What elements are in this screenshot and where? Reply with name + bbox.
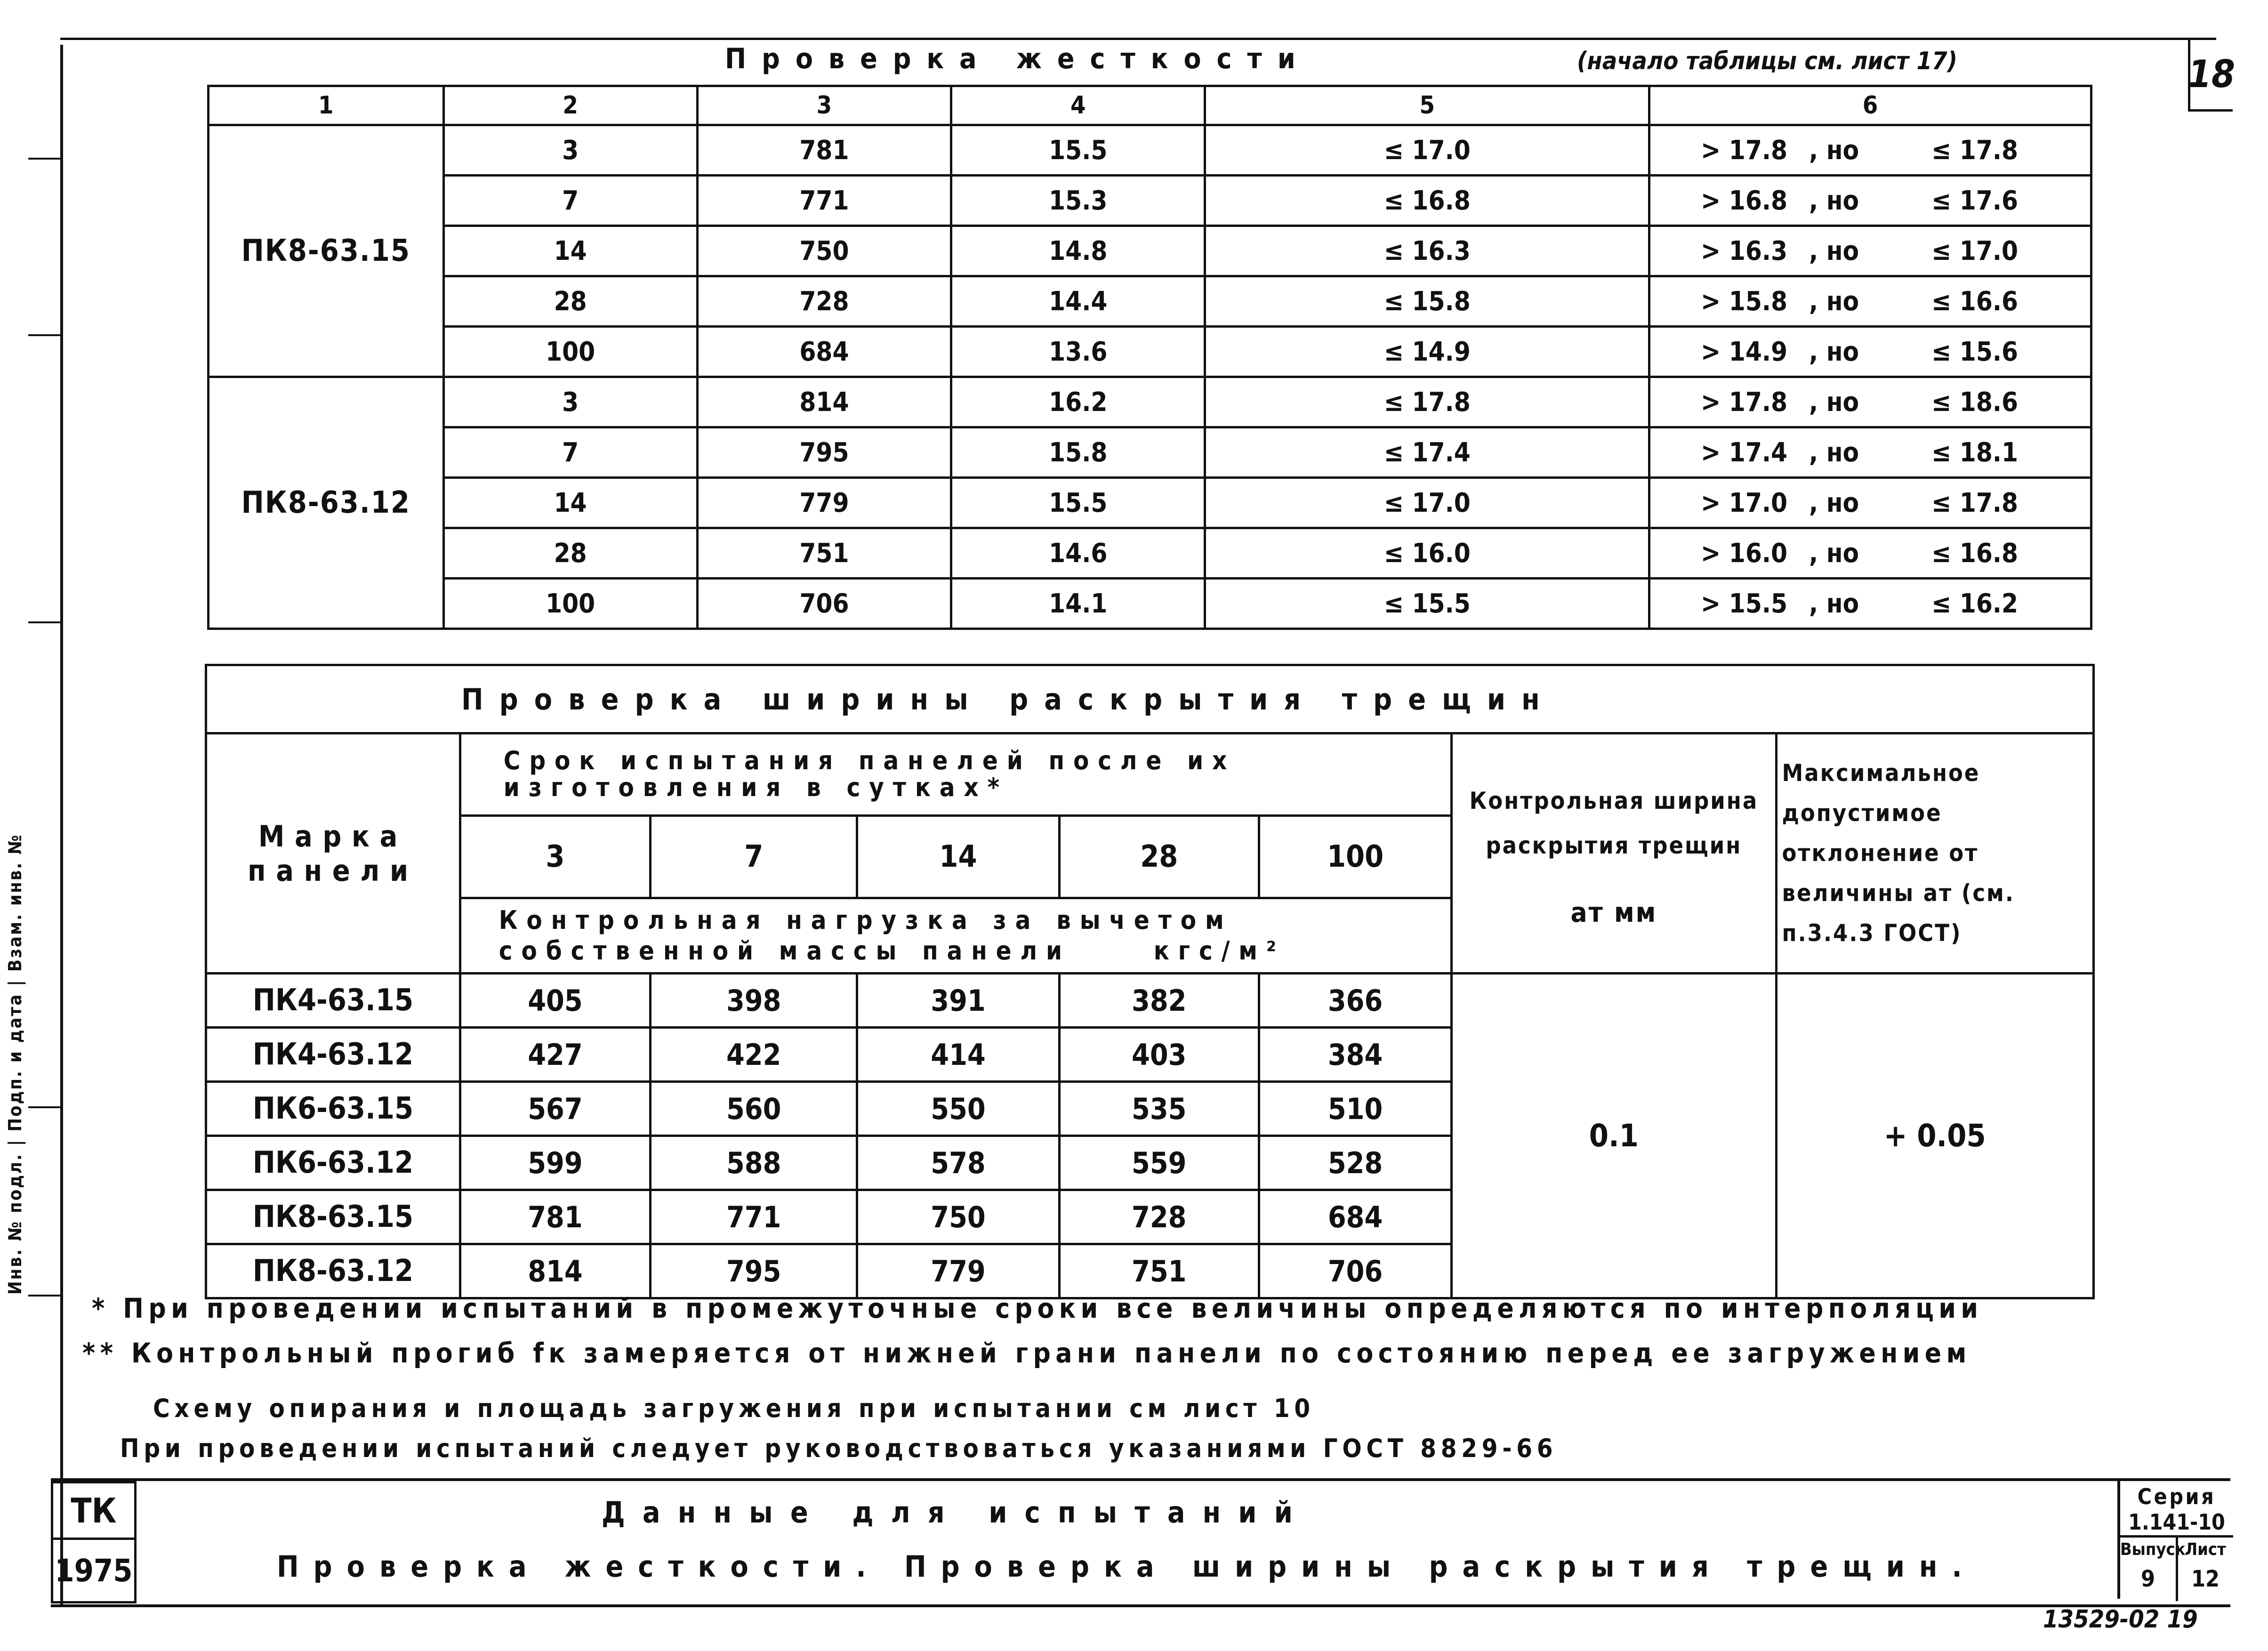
limit-cell: ≤ 17.8 [1205, 377, 1649, 427]
sheet-value: 12 [2191, 1566, 2220, 1592]
note-gost: При проведении испытаний следует руководствоваться указаниями ГОСТ 8829-66 [120, 1434, 1558, 1463]
stiffness-row [209, 125, 2091, 176]
frame-left-line [60, 45, 63, 1605]
column-number-row [209, 86, 2091, 125]
range-upper: ≤ 16.8 [1931, 538, 2019, 569]
load-value-cell: 535 [1059, 1082, 1259, 1136]
load-value-cell: 391 [857, 974, 1059, 1028]
load-cell: 795 [697, 427, 951, 478]
range-but: , но [1809, 538, 1859, 569]
stiffness-row [209, 377, 2091, 427]
limit-cell: ≤ 14.9 [1205, 327, 1649, 377]
range-lower: > 14.9 [1701, 336, 1788, 367]
range-lower: > 17.8 [1701, 387, 1788, 418]
limit-cell: ≤ 17.4 [1205, 427, 1649, 478]
deflection-cell: 14.8 [951, 226, 1205, 276]
limit-cell: ≤ 16.8 [1205, 176, 1649, 226]
stiffness-row [209, 528, 2091, 579]
day-header: 3 [460, 816, 650, 898]
load-value-cell: 398 [651, 974, 857, 1028]
panel-mark: ПК6-63.12 [206, 1136, 460, 1190]
margin-tick [28, 158, 61, 160]
archive-number: 13529-02 19 [2043, 1605, 2198, 1634]
load-cell: 779 [697, 478, 951, 528]
range-upper: ≤ 17.6 [1931, 185, 2019, 216]
load-cell: 814 [697, 377, 951, 427]
range-upper: ≤ 15.6 [1931, 336, 2019, 367]
days-cell: 7 [443, 176, 697, 226]
limit-cell: ≤ 15.8 [1205, 276, 1649, 327]
series-value: 1.141-10 [2128, 1509, 2225, 1535]
load-value-cell: 414 [857, 1028, 1059, 1082]
range-cell [1649, 579, 2091, 629]
days-cell: 28 [443, 276, 697, 327]
limit-cell: ≤ 16.0 [1205, 528, 1649, 579]
range-lower: > 16.8 [1701, 185, 1788, 216]
range-lower: > 17.8 [1701, 135, 1788, 166]
range-cell [1649, 377, 2091, 427]
limit-cell: ≤ 17.0 [1205, 125, 1649, 176]
load-cell: 750 [697, 226, 951, 276]
range-but: , но [1809, 487, 1859, 518]
load-value-cell: 567 [460, 1082, 650, 1136]
range-cell [1649, 226, 2091, 276]
stamp-org: ТК [51, 1481, 137, 1540]
load-value-cell: 751 [1059, 1244, 1259, 1298]
range-upper: ≤ 17.0 [1931, 235, 2019, 266]
load-value-cell: 550 [857, 1082, 1059, 1136]
deflection-cell: 15.5 [951, 478, 1205, 528]
control-width-label: Контрольная ширина раскрытия трещин [1469, 787, 1759, 859]
load-unit: кгс/м² [1153, 935, 1286, 966]
panel-mark: ПК8-63.12 [206, 1244, 460, 1298]
load-value-cell: 427 [460, 1028, 650, 1082]
load-cell: 781 [697, 125, 951, 176]
stiffness-row [209, 226, 2091, 276]
range-upper: ≤ 17.8 [1931, 487, 2019, 518]
day-header: 100 [1259, 816, 1451, 898]
stiffness-row [209, 276, 2091, 327]
limit-cell: ≤ 17.0 [1205, 478, 1649, 528]
note-scheme: Схему опирания и площадь загружения при испытании см лист 10 [153, 1393, 1315, 1423]
load-value-cell: 706 [1259, 1244, 1451, 1298]
stiffness-row [209, 427, 2091, 478]
column-number: 5 [1205, 86, 1649, 125]
note-interpolation: * При проведении испытаний в промежуточные сроки все величины определяются по интерполяции [92, 1292, 1983, 1324]
range-but: , но [1809, 135, 1859, 166]
panel-mark: ПК4-63.15 [206, 974, 460, 1028]
load-value-cell: 528 [1259, 1136, 1451, 1190]
deflection-cell: 13.6 [951, 327, 1205, 377]
stiffness-title: Проверка жесткости [725, 42, 1311, 75]
load-value-cell: 779 [857, 1244, 1059, 1298]
range-but: , но [1809, 235, 1859, 266]
sheet-label: Лист [2185, 1540, 2226, 1559]
panel-mark: ПК4-63.12 [206, 1028, 460, 1082]
load-value-cell: 728 [1059, 1190, 1259, 1244]
range-lower: > 16.0 [1701, 538, 1788, 569]
range-cell [1649, 125, 2091, 176]
deflection-cell: 15.5 [951, 125, 1205, 176]
crack-width-table [205, 664, 2095, 1299]
column-number: 4 [951, 86, 1205, 125]
control-width-unit: ат мм [1570, 896, 1657, 928]
margin-tick [28, 1295, 61, 1297]
note-deflection: ** Контрольный прогиб fк замеряется от нижней грани панели по состоянию перед ее загружением [82, 1337, 1971, 1369]
deflection-cell: 15.8 [951, 427, 1205, 478]
column-number: 3 [697, 86, 951, 125]
days-cell: 7 [443, 427, 697, 478]
range-but: , но [1809, 286, 1859, 317]
crack-row [206, 974, 2094, 1028]
load-value-cell: 560 [651, 1082, 857, 1136]
range-but: , но [1809, 588, 1859, 619]
load-value-cell: 795 [651, 1244, 857, 1298]
side-stamp-text: Инв. № подл. | Подп. и дата | Взам. инв. № [5, 833, 25, 1295]
load-value-cell: 771 [651, 1190, 857, 1244]
stiffness-row [209, 579, 2091, 629]
load-value-cell: 405 [460, 974, 650, 1028]
deflection-cell: 14.1 [951, 579, 1205, 629]
load-cell: 706 [697, 579, 951, 629]
load-cell: 771 [697, 176, 951, 226]
load-value-cell: 366 [1259, 974, 1451, 1028]
days-cell: 14 [443, 478, 697, 528]
range-lower: > 17.4 [1701, 437, 1788, 468]
range-upper: ≤ 16.2 [1931, 588, 2019, 619]
load-value-cell: 403 [1059, 1028, 1259, 1082]
column-number: 6 [1649, 86, 2091, 125]
column-mark-header: Марка панели [206, 733, 460, 974]
load-value-cell: 814 [460, 1244, 650, 1298]
issue-value: 9 [2140, 1566, 2155, 1592]
panel-mark: ПК8-63.15 [206, 1190, 460, 1244]
issue-label: Выпуск [2120, 1540, 2186, 1559]
stiffness-row [209, 176, 2091, 226]
load-value-cell: 781 [460, 1190, 650, 1244]
panel-mark: ПК8-63.15 [209, 125, 444, 377]
frame-top-line [60, 38, 2216, 40]
range-cell [1649, 478, 2091, 528]
range-upper: ≤ 18.1 [1931, 437, 2019, 468]
deflection-cell: 14.4 [951, 276, 1205, 327]
stamp-title-line2: Проверка жесткости. Проверка ширины раскрытия трещин. [277, 1549, 1977, 1584]
load-value-cell: 384 [1259, 1028, 1451, 1082]
stiffness-table [207, 85, 2092, 630]
range-upper: ≤ 17.8 [1931, 135, 2019, 166]
days-cell: 100 [443, 327, 697, 377]
range-upper: ≤ 18.6 [1931, 387, 2019, 418]
stiffness-row [209, 478, 2091, 528]
range-but: , но [1809, 437, 1859, 468]
panel-mark: ПК6-63.15 [206, 1082, 460, 1136]
stiffness-row [209, 327, 2091, 377]
load-cell: 751 [697, 528, 951, 579]
max-deviation-value: + 0.05 [1776, 974, 2094, 1298]
day-header: 7 [651, 816, 857, 898]
range-lower: > 15.8 [1701, 286, 1788, 317]
column-max-deviation-header: Максимальное допустимое отклонение от величины ат (см. п.3.4.3 ГОСТ) [1776, 733, 2094, 974]
load-value-cell: 382 [1059, 974, 1259, 1028]
range-upper: ≤ 16.6 [1931, 286, 2019, 317]
range-lower: > 15.5 [1701, 588, 1788, 619]
sheet-number: 18 [2188, 39, 2233, 112]
load-label: Контрольная нагрузка за вычетом собственной массы панели [499, 905, 1233, 966]
column-term-header: Срок испытания панелей после их изготовления в сутках* [460, 733, 1451, 816]
days-cell: 3 [443, 377, 697, 427]
stamp-title-line1: Данные для испытаний [602, 1495, 1310, 1530]
range-but: , но [1809, 336, 1859, 367]
deflection-cell: 15.3 [951, 176, 1205, 226]
range-cell [1649, 276, 2091, 327]
range-cell [1649, 327, 2091, 377]
stamp-series-box [2117, 1481, 2233, 1599]
column-number: 1 [209, 86, 444, 125]
deflection-cell: 14.6 [951, 528, 1205, 579]
range-cell [1649, 427, 2091, 478]
margin-tick [28, 334, 61, 336]
title-block [51, 1478, 2230, 1607]
margin-tick [28, 621, 61, 623]
load-value-cell: 422 [651, 1028, 857, 1082]
load-value-cell: 578 [857, 1136, 1059, 1190]
load-value-cell: 599 [460, 1136, 650, 1190]
days-cell: 3 [443, 125, 697, 176]
panel-mark: ПК8-63.12 [209, 377, 444, 629]
day-header: 14 [857, 816, 1059, 898]
load-value-cell: 684 [1259, 1190, 1451, 1244]
load-value-cell: 510 [1259, 1082, 1451, 1136]
series-label: Серия [2137, 1484, 2216, 1509]
load-value-cell: 750 [857, 1190, 1059, 1244]
load-cell: 728 [697, 276, 951, 327]
deflection-cell: 16.2 [951, 377, 1205, 427]
stiffness-continued-note: (начало таблицы см. лист 17) [1577, 47, 1957, 75]
day-header: 28 [1059, 816, 1259, 898]
limit-cell: ≤ 16.3 [1205, 226, 1649, 276]
load-value-cell: 559 [1059, 1136, 1259, 1190]
range-lower: > 16.3 [1701, 235, 1788, 266]
side-stamp [5, 833, 56, 1295]
range-cell [1649, 528, 2091, 579]
column-number: 2 [443, 86, 697, 125]
crack-table-title: Проверка ширины раскрытия трещин [206, 665, 2094, 733]
column-load-header [460, 898, 1451, 974]
range-lower: > 17.0 [1701, 487, 1788, 518]
load-cell: 684 [697, 327, 951, 377]
range-cell [1649, 176, 2091, 226]
control-width-value: 0.1 [1452, 974, 1776, 1298]
column-control-width-header [1452, 733, 1776, 974]
days-cell: 100 [443, 579, 697, 629]
days-cell: 28 [443, 528, 697, 579]
range-but: , но [1809, 387, 1859, 418]
days-cell: 14 [443, 226, 697, 276]
load-value-cell: 588 [651, 1136, 857, 1190]
stamp-year: 1975 [51, 1538, 137, 1603]
range-but: , но [1809, 185, 1859, 216]
limit-cell: ≤ 15.5 [1205, 579, 1649, 629]
